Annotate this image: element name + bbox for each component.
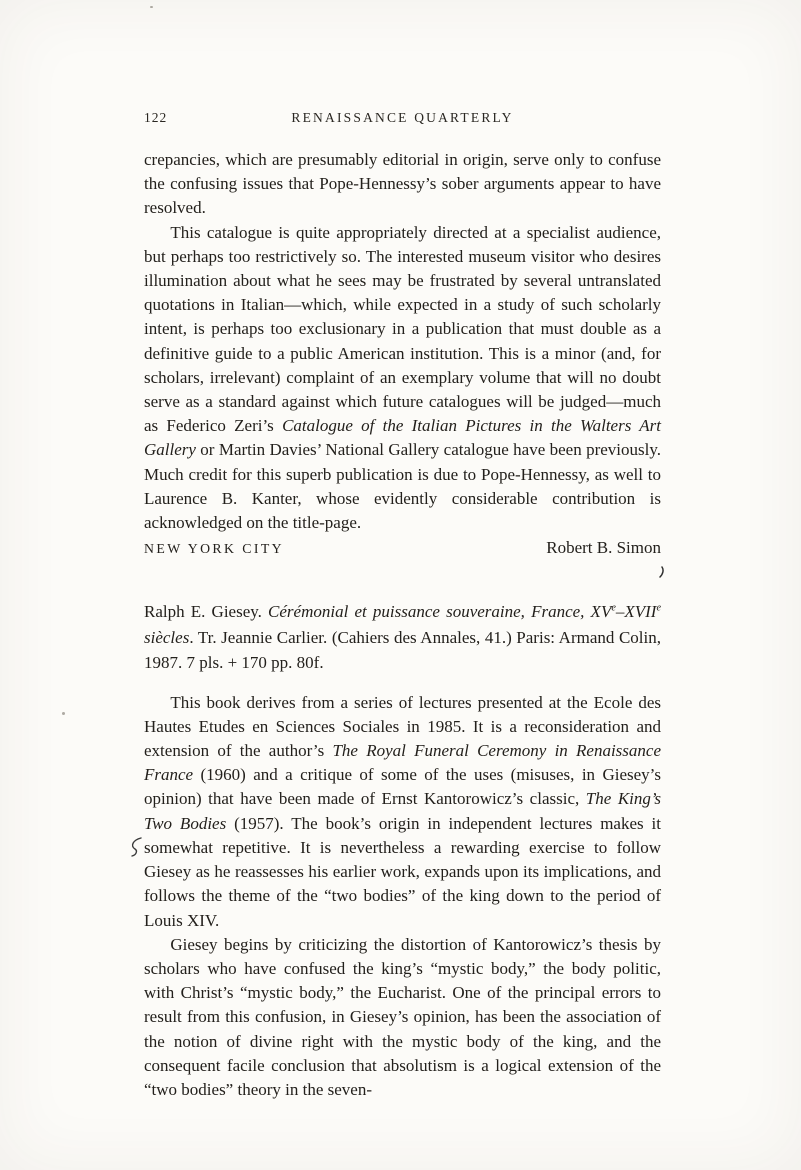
scan-speck (62, 712, 65, 715)
journal-title: RENAISSANCE QUARTERLY (291, 110, 514, 125)
review-signoff (144, 536, 661, 561)
book-citation: Ralph E. Giesey. Cérémonial et puissance souveraine, France, XVe–XVIIe siècles. Tr. Jeannie Carlier. (Cahiers des Annales, 41.) Paris: Armand Colin, 1987. 7 pls. + 170 pp. 80f. (144, 602, 661, 673)
page-number: 122 (144, 110, 168, 125)
paragraph: crepancies, which are presumably editorial in origin, serve only to confuse the confusing issues that Pope-Hennessy’s sober arguments appear to have resolved. (144, 150, 661, 218)
reviewer-city: NEW YORK CITY (144, 541, 285, 557)
review-pope-hennessy-catalogue (144, 148, 661, 561)
paragraph: This book derives from a series of lectures presented at the Ecole des Hautes Etudes en Sciences Sociales in 1985. It is a reconsideration and extension of the author’s The Royal Funeral Ceremony in Renaissance France (1960) and a critique of some of the uses (misuses, in Giesey’s opinion) that have been made of Ernst Kantorowicz’s classic, The King’s Two Bodies (1957). The book’s origin in independent lectures makes it somewhat repetitive. It is nevertheless a rewarding exercise to follow Giesey as he reassesses his earlier work, expands upon its implications, and follows the theme of the “two bodies” of the king down to the period of Louis XIV. (144, 692, 662, 930)
reviewer-name: Robert B. Simon (546, 538, 661, 558)
review-giesey-ceremonial (144, 599, 661, 1102)
paragraph: Giesey begins by criticizing the distortion of Kantorowicz’s thesis by scholars who have confused the king’s “mystic body,” the body politic, with Christ’s “mystic body,” the Eucharist. One of the principal errors to result from this confusion, in Giesey’s opinion, has been the association of the notion of divine right with the mystic body of the king, and the consequent facile conclusion that absolutism is a logical extension of the “two bodies” theory in the seven- (144, 934, 661, 1099)
pen-mark-tick (658, 565, 666, 583)
running-head (144, 110, 661, 126)
pen-mark-squiggle (127, 836, 145, 863)
text-block (144, 110, 661, 1102)
paragraph: This catalogue is quite appropriately directed at a specialist audience, but perhaps too restrictively so. The interested museum visitor who desires illumination about what he sees may be frustrated by several untranslated quotations in Italian—which, while expected in a study of such scholarly intent, is perhaps too exclusionary in a publication that must double as a definitive guide to a public American institution. This is a minor (and, for scholars, irrelevant) complaint of an exemplary volume that will no doubt serve as a standard against which future catalogues will be judged—much as Federico Zeri’s Catalogue of the Italian Pictures in the Walters Art Gallery or Martin Davies’ National Gallery catalogue have been previously. Much credit for this superb publication is due to Pope-Hennessy, as well to Laurence B. Kanter, whose evidently considerable contribution is acknowledged on the title-page. (144, 222, 662, 533)
scan-speck (150, 6, 153, 8)
